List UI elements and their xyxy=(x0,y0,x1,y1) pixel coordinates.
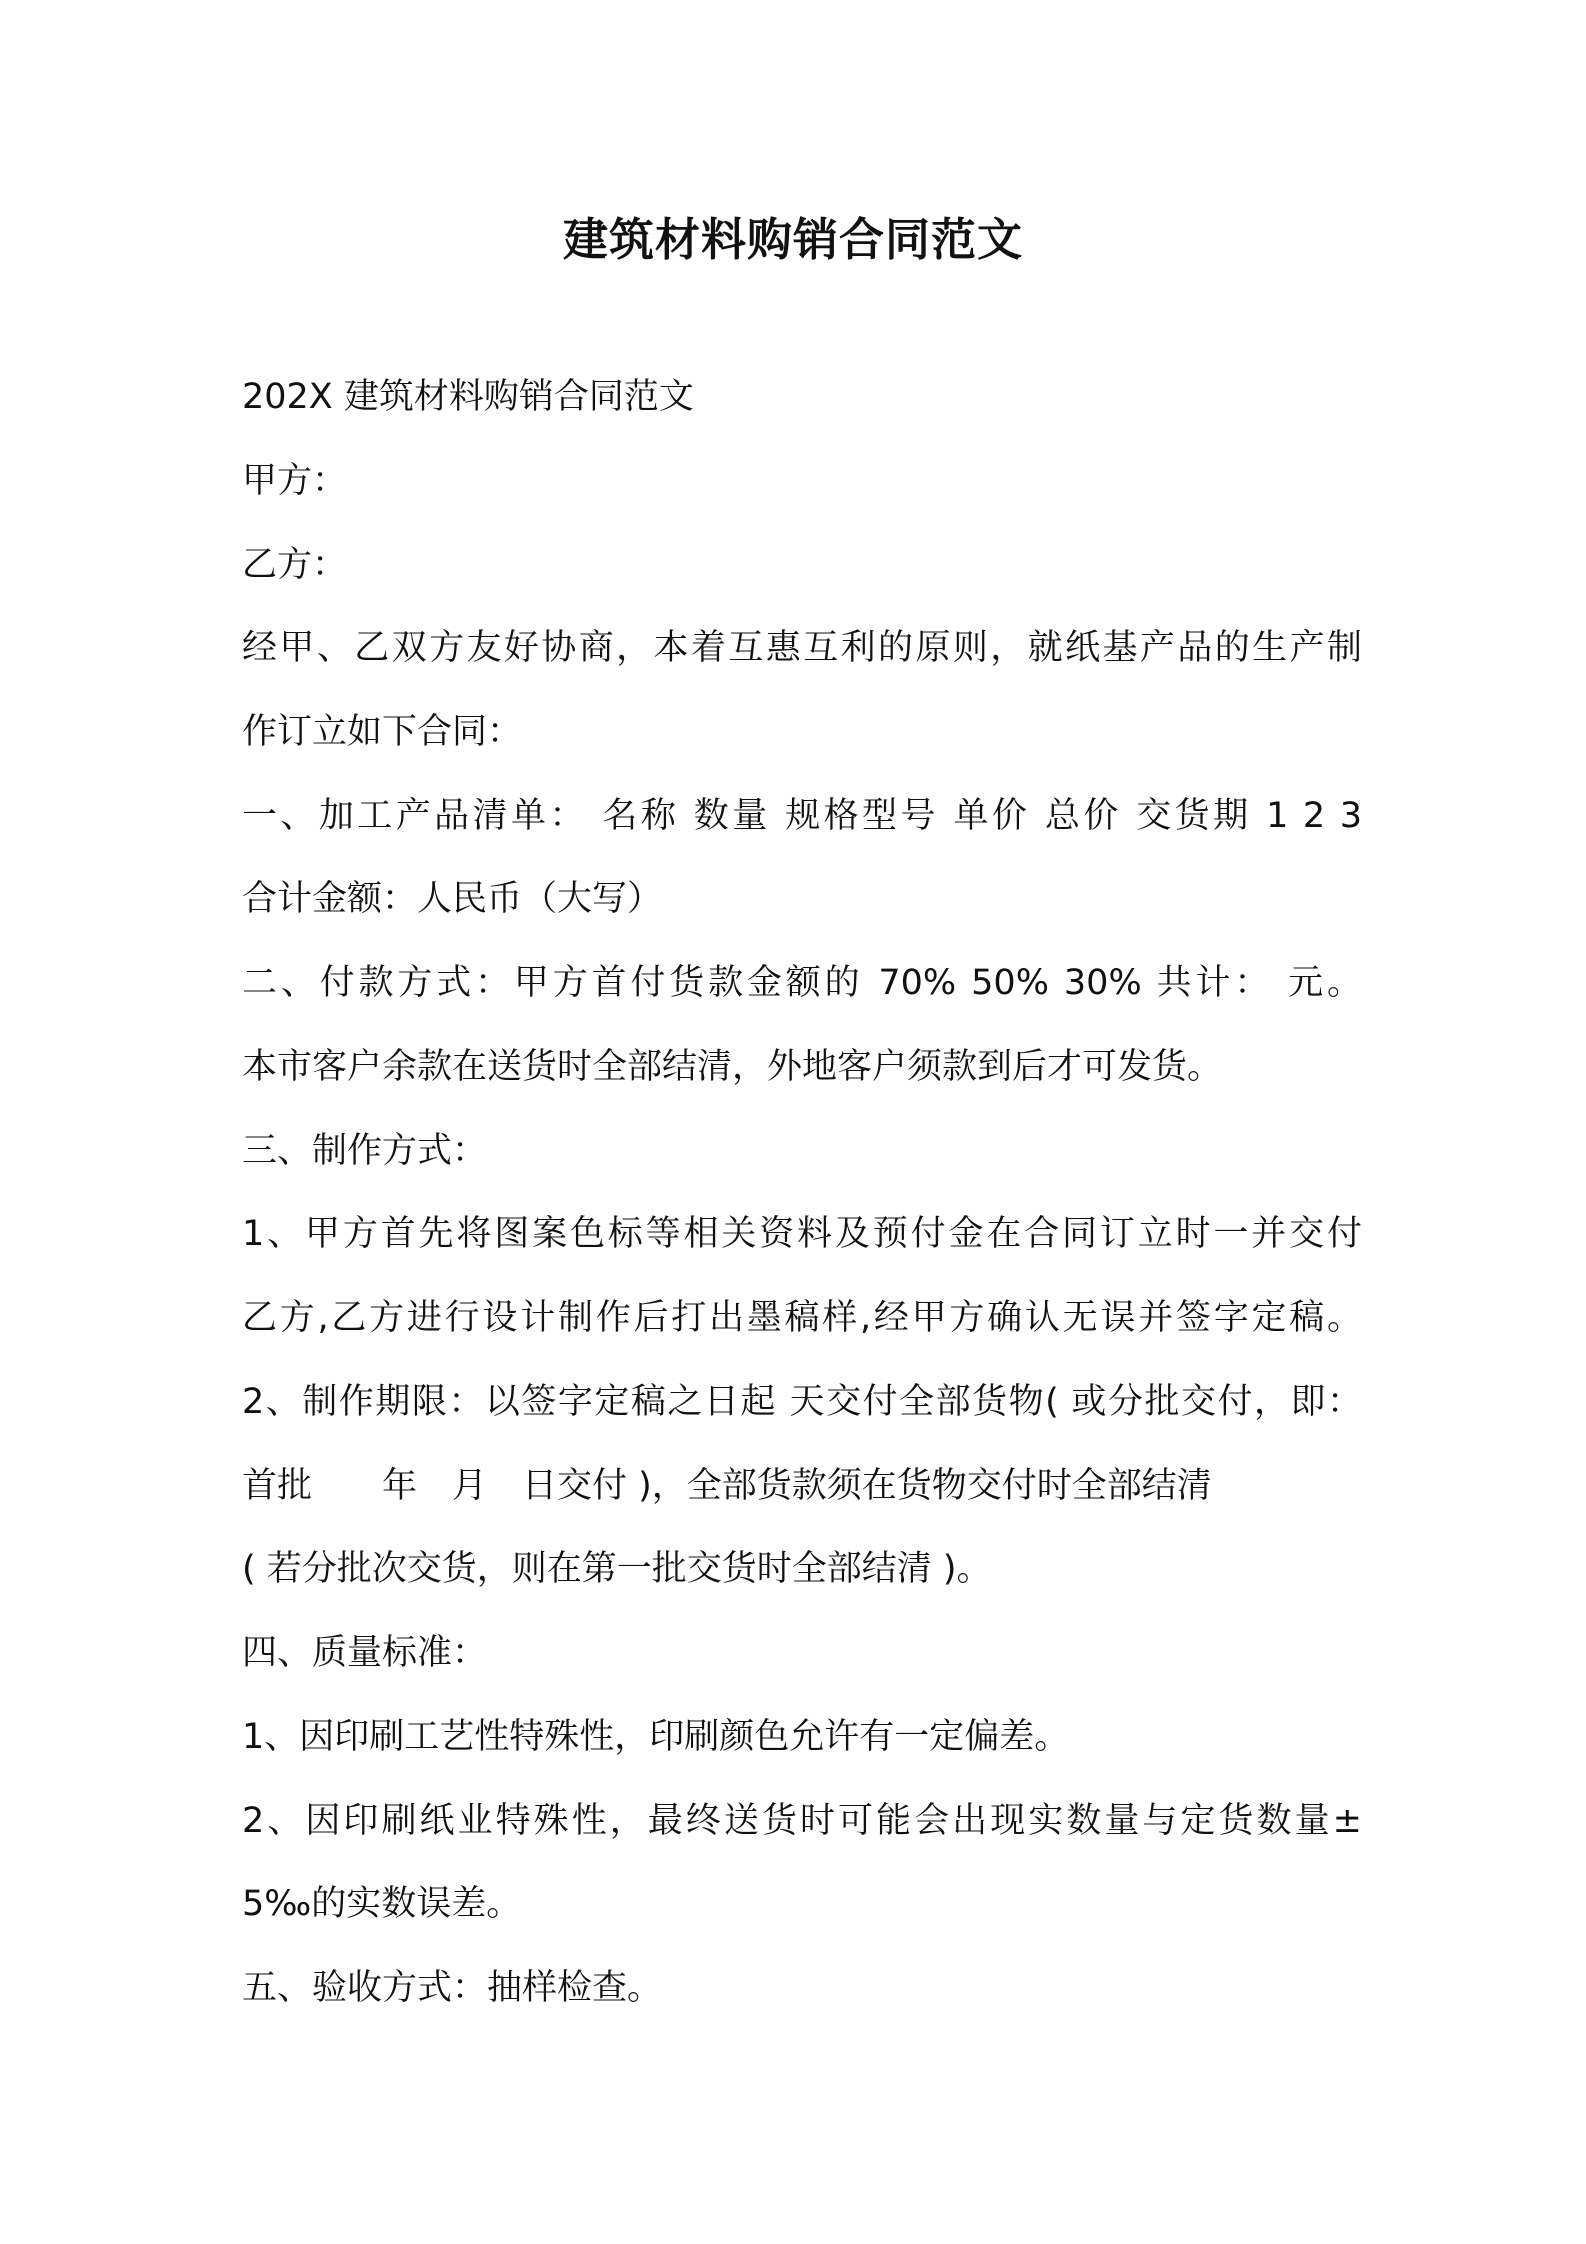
paragraph-line: 2、制作期限：以签字定稿之日起 天交付全部货物( 或分批交付，即： xyxy=(242,1382,1362,1422)
paragraph-line: 首批 年 月 日交付 )，全部货款须在货物交付时全部结清 xyxy=(242,1466,1212,1506)
paragraph-line: 本市客户余款在送货时全部结清，外地客户须款到后才可发货。 xyxy=(242,1047,1223,1087)
paragraph-line: 1、甲方首先将图案色标等相关资料及预付金在合同订立时一并交付 xyxy=(242,1214,1362,1254)
paragraph-line: 合计金额：人民币（大写） xyxy=(242,879,663,919)
paragraph-line: 经甲、乙双方友好协商，本着互惠互利的原则，就纸基产品的生产制 xyxy=(242,628,1362,668)
document-subtitle: 202X 建筑材料购销合同范文 xyxy=(242,377,694,417)
paragraph-line: 乙方,乙方进行设计制作后打出墨稿样,经甲方确认无误并签字定稿。 xyxy=(242,1298,1362,1338)
party-b-line: 乙方： xyxy=(242,545,348,585)
paragraph-line: ( 若分批次交货，则在第一批交货时全部结清 )。 xyxy=(242,1549,992,1589)
paragraph-line: 1、因印刷工艺性特殊性，印刷颜色允许有一定偏差。 xyxy=(242,1717,1070,1757)
section-heading: 四、质量标准： xyxy=(242,1633,488,1673)
section-heading: 一、加工产品清单： 名称 数量 规格型号 单价 总价 交货期 1 2 3 xyxy=(242,796,1362,836)
paragraph-line: 2、因印刷纸业特殊性，最终送货时可能会出现实数量与定货数量± xyxy=(242,1801,1362,1841)
paragraph-line: 作订立如下合同： xyxy=(242,712,523,752)
party-a-line: 甲方： xyxy=(242,461,348,501)
section-heading: 三、制作方式： xyxy=(242,1131,488,1171)
section-heading: 五、验收方式：抽样检查。 xyxy=(242,1968,663,2008)
document-title: 建筑材料购销合同范文 xyxy=(562,213,1023,266)
section-heading: 二、付款方式：甲方首付货款金额的 70% 50% 30% 共计： 元。 xyxy=(242,963,1362,1003)
paragraph-line: 5‰的实数误差。 xyxy=(242,1884,522,1924)
